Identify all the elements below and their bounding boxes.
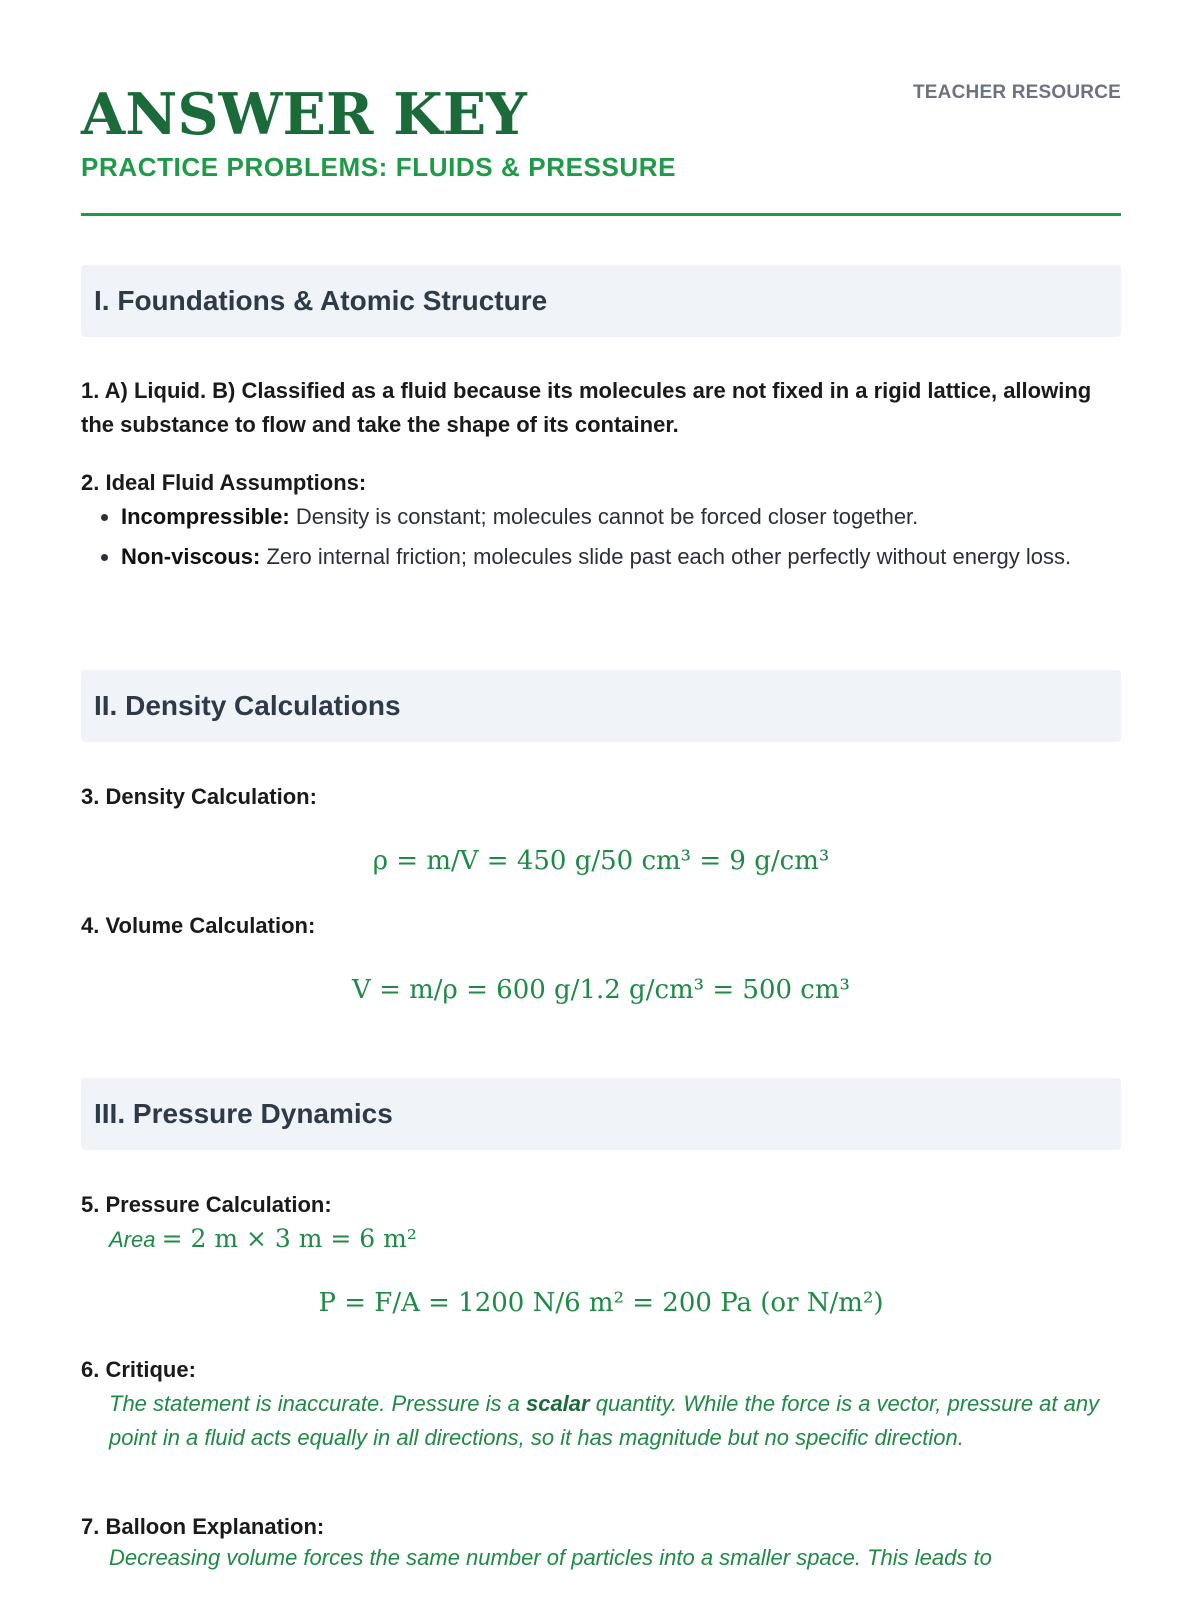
- answer-1-text: 1. A) Liquid. B) Classified as a fluid because its molecules are not fixed in a rigid lattice, allowing the substance to flow and take the shape of its container.: [81, 378, 1092, 437]
- list-item: [121, 540, 1121, 580]
- list-item-term: Incompressible:: [121, 504, 290, 529]
- answer-key-page: [81, 0, 1121, 1570]
- list-item-description: Zero internal friction; molecules slide past each other perfectly without energy loss.: [260, 544, 1072, 569]
- list-item-term: Non-viscous:: [121, 544, 261, 569]
- critique-text-part: The statement is inaccurate. Pressure is a: [109, 1391, 526, 1416]
- document-header: [81, 0, 1121, 216]
- section-heading-foundations: I. Foundations & Atomic Structure: [81, 265, 1121, 337]
- page-subtitle: PRACTICE PROBLEMS: FLUIDS & PRESSURE: [81, 152, 677, 182]
- answer-5: [81, 1188, 1121, 1222]
- answer-1: [81, 374, 1121, 442]
- area-calculation: [109, 1222, 1121, 1257]
- area-equation: = 2 m × 3 m = 6 m²: [161, 1224, 417, 1253]
- critique-text-part: quantity. While the force is a vector, pressure at any point in a fluid acts equally in all directions, so it has magnitude but no specific direction.: [109, 1391, 1100, 1450]
- answer-4-label: 4. Volume Calculation:: [81, 913, 316, 938]
- scalar-emphasis: scalar: [525, 1391, 590, 1416]
- density-equation: ρ = m/V = 450 g/50 cm³ = 9 g/cm³: [372, 846, 830, 876]
- answer-2: [81, 466, 1121, 580]
- answer-7: [81, 1510, 1121, 1544]
- teacher-resource-label: TEACHER RESOURCE: [913, 82, 1121, 103]
- answer-5-label: 5. Pressure Calculation:: [81, 1192, 332, 1217]
- section-heading-density: II. Density Calculations: [81, 670, 1121, 742]
- answer-3-label: 3. Density Calculation:: [81, 784, 317, 809]
- answer-3: [81, 780, 1121, 814]
- answer-7-label: 7. Balloon Explanation:: [81, 1514, 325, 1539]
- answer-6: [81, 1353, 1121, 1387]
- critique-text: [109, 1387, 1121, 1455]
- list-item-description: Density is constant; molecules cannot be forced closer together.: [289, 504, 919, 529]
- page-title: ANSWER KEY: [81, 81, 527, 148]
- answer-6-label: 6. Critique:: [81, 1357, 196, 1382]
- pressure-equation: P = F/A = 1200 N/6 m² = 200 Pa (or N/m²): [318, 1288, 884, 1318]
- area-label: Area: [109, 1227, 156, 1252]
- ideal-fluid-list: [81, 500, 1121, 580]
- answer-4: [81, 909, 1121, 943]
- volume-equation: V = m/ρ = 600 g/1.2 g/cm³ = 500 cm³: [352, 975, 850, 1005]
- answer-2-label: 2. Ideal Fluid Assumptions:: [81, 470, 367, 495]
- balloon-explanation-text: Decreasing volume forces the same number of particles into a smaller space. This leads to: [109, 1545, 992, 1570]
- list-item: [121, 500, 1121, 540]
- section-heading-pressure: III. Pressure Dynamics: [81, 1078, 1121, 1150]
